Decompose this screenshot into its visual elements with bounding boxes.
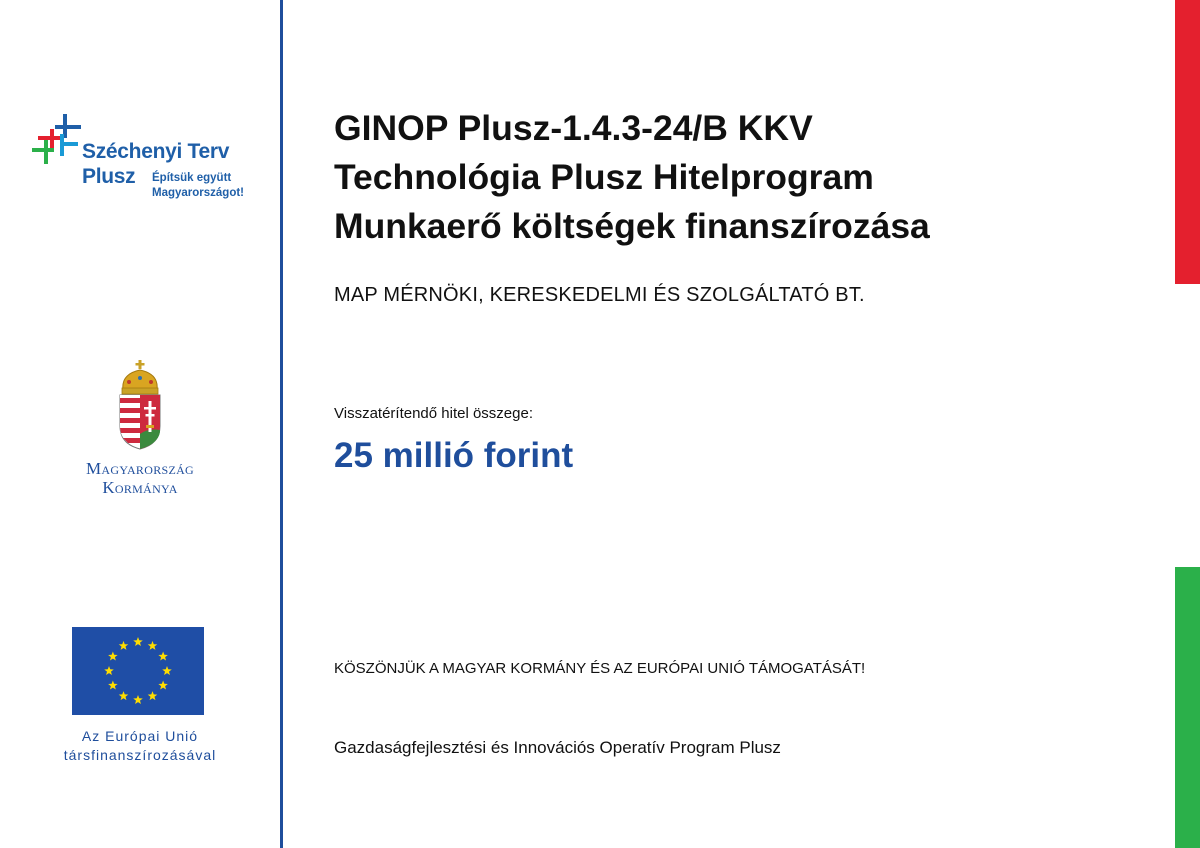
szechenyi-cross-icon [30,112,82,172]
project-title [334,104,930,251]
szechenyi-plusz: Plusz [82,165,136,188]
project-title-line1: GINOP Plusz-1.4.3-24/B KKV [334,108,813,148]
loan-amount-label: Visszatérítendő hitel összege: [334,405,534,422]
eu-text-line2: társfinanszírozásával [63,747,217,763]
government-logo [60,360,220,500]
szechenyi-title: Széchenyi Terv [82,140,230,163]
flag-stripe-green [1175,567,1200,848]
eu-flag-icon [72,627,204,715]
thanks-text: KÖSZÖNJÜK A MAGYAR KORMÁNY ÉS AZ EURÓPAI UNIÓ TÁMOGATÁSÁT! [334,660,866,677]
project-title-line2: Technológia Plusz Hitelprogram [334,157,874,197]
government-name-line2: Kormánya [102,478,178,497]
szechenyi-tagline-2: Magyarországot! [152,187,245,199]
government-name [60,459,220,497]
eu-text-line1: Az Európai Unió [81,728,199,744]
szechenyi-tagline-1: Építsük együtt [152,172,232,184]
vertical-divider [280,0,283,848]
beneficiary-name: MAP MÉRNÖKI, KERESKEDELMI ÉS SZOLGÁLTATÓ BT. [334,284,865,306]
szechenyi-tagline [152,171,244,201]
government-name-line1: Magyarország [85,459,195,478]
szechenyi-logo [30,112,270,207]
loan-amount-value: 25 millió forint [334,436,574,475]
project-title-line3: Munkaerő költségek finanszírozása [334,206,930,246]
flag-stripe-red [1175,0,1200,284]
hungarian-coat-of-arms-icon [115,360,165,450]
eu-cofinancing-text [40,727,240,765]
program-name: Gazdaságfejlesztési és Innovációs Operatív Program Plusz [334,738,781,757]
